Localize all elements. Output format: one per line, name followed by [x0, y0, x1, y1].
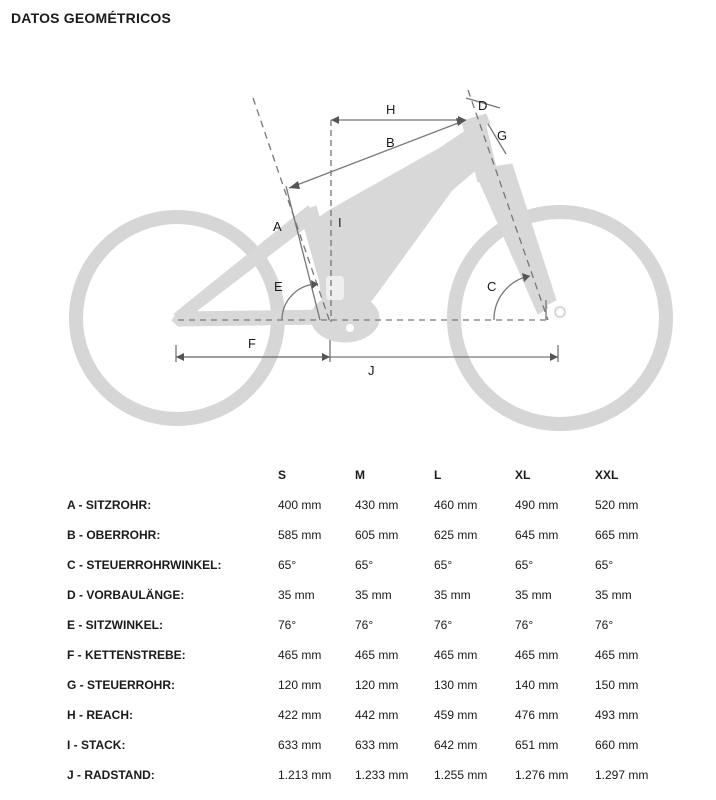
size-header: XL [515, 468, 531, 482]
row-label: D - VORBAULÄNGE: [67, 588, 185, 602]
size-header: L [434, 468, 442, 482]
table-row [0, 490, 716, 520]
cell-value: 605 mm [355, 528, 399, 542]
cell-value: 35 mm [515, 588, 552, 602]
label-a: A [273, 219, 282, 234]
cell-value: 465 mm [595, 648, 639, 662]
cell-value: 76° [434, 618, 453, 632]
cell-value: 140 mm [515, 678, 559, 692]
cell-value: 65° [434, 558, 453, 572]
row-label: F - KETTENSTREBE: [67, 648, 186, 662]
cell-value: 460 mm [434, 498, 478, 512]
row-label: C - STEUERROHRWINKEL: [67, 558, 222, 572]
cell-value: 465 mm [434, 648, 478, 662]
size-header: XXL [595, 468, 619, 482]
label-e: E [274, 279, 283, 294]
table-row [0, 640, 716, 670]
cell-value: 642 mm [434, 738, 478, 752]
cell-value: 651 mm [515, 738, 559, 752]
cell-value: 490 mm [515, 498, 559, 512]
cell-value: 65° [595, 558, 614, 572]
cell-value: 150 mm [595, 678, 639, 692]
cell-value: 665 mm [595, 528, 639, 542]
label-g: G [497, 128, 508, 143]
cell-value: 120 mm [278, 678, 322, 692]
cell-value: 76° [515, 618, 534, 632]
geometry-table [0, 460, 716, 790]
table-row [0, 520, 716, 550]
cell-value: 130 mm [434, 678, 478, 692]
cell-value: 1.276 mm [515, 768, 569, 782]
row-label: A - SITZROHR: [67, 498, 152, 512]
cell-value: 422 mm [278, 708, 322, 722]
table-row [0, 580, 716, 610]
cell-value: 35 mm [355, 588, 392, 602]
table-row [0, 760, 716, 790]
row-label: B - OBERROHR: [67, 528, 161, 542]
cell-value: 476 mm [515, 708, 559, 722]
cell-value: 76° [595, 618, 614, 632]
cell-value: 1.233 mm [355, 768, 409, 782]
cell-value: 35 mm [278, 588, 315, 602]
cell-value: 65° [515, 558, 534, 572]
page-title: DATOS GEOMÉTRICOS [11, 10, 172, 26]
label-c: C [487, 279, 497, 294]
cell-value: 493 mm [595, 708, 639, 722]
cell-value: 520 mm [595, 498, 639, 512]
cell-value: 76° [278, 618, 297, 632]
cell-value: 65° [278, 558, 297, 572]
cell-value: 585 mm [278, 528, 322, 542]
size-header: M [355, 468, 365, 482]
label-i: I [338, 215, 342, 230]
label-f: F [248, 336, 256, 351]
cell-value: 400 mm [278, 498, 322, 512]
row-label: J - RADSTAND: [67, 768, 155, 782]
row-label: H - REACH: [67, 708, 133, 722]
table-row [0, 550, 716, 580]
table-header-row [0, 460, 716, 490]
cell-value: 1.213 mm [278, 768, 332, 782]
table-row [0, 610, 716, 640]
cell-value: 1.255 mm [434, 768, 488, 782]
label-d: D [478, 98, 488, 113]
header-blank [0, 460, 278, 490]
cell-value: 625 mm [434, 528, 478, 542]
label-h: H [386, 102, 396, 117]
row-label: G - STEUERROHR: [67, 678, 175, 692]
row-label: E - SITZWINKEL: [67, 618, 163, 632]
cell-value: 35 mm [434, 588, 471, 602]
cell-value: 660 mm [595, 738, 639, 752]
cell-value: 76° [355, 618, 374, 632]
cell-value: 120 mm [355, 678, 399, 692]
label-j: J [368, 363, 375, 378]
cell-value: 633 mm [278, 738, 322, 752]
table-row [0, 670, 716, 700]
table-row [0, 700, 716, 730]
cell-value: 465 mm [278, 648, 322, 662]
label-b: B [386, 135, 395, 150]
cell-value: 430 mm [355, 498, 399, 512]
cell-value: 459 mm [434, 708, 478, 722]
cell-value: 465 mm [515, 648, 559, 662]
cell-value: 35 mm [595, 588, 632, 602]
cell-value: 633 mm [355, 738, 399, 752]
table-row [0, 730, 716, 760]
cell-value: 65° [355, 558, 374, 572]
cell-value: 442 mm [355, 708, 399, 722]
row-label: I - STACK: [67, 738, 126, 752]
cell-value: 645 mm [515, 528, 559, 542]
cell-value: 465 mm [355, 648, 399, 662]
size-header: S [278, 468, 287, 482]
cell-value: 1.297 mm [595, 768, 649, 782]
